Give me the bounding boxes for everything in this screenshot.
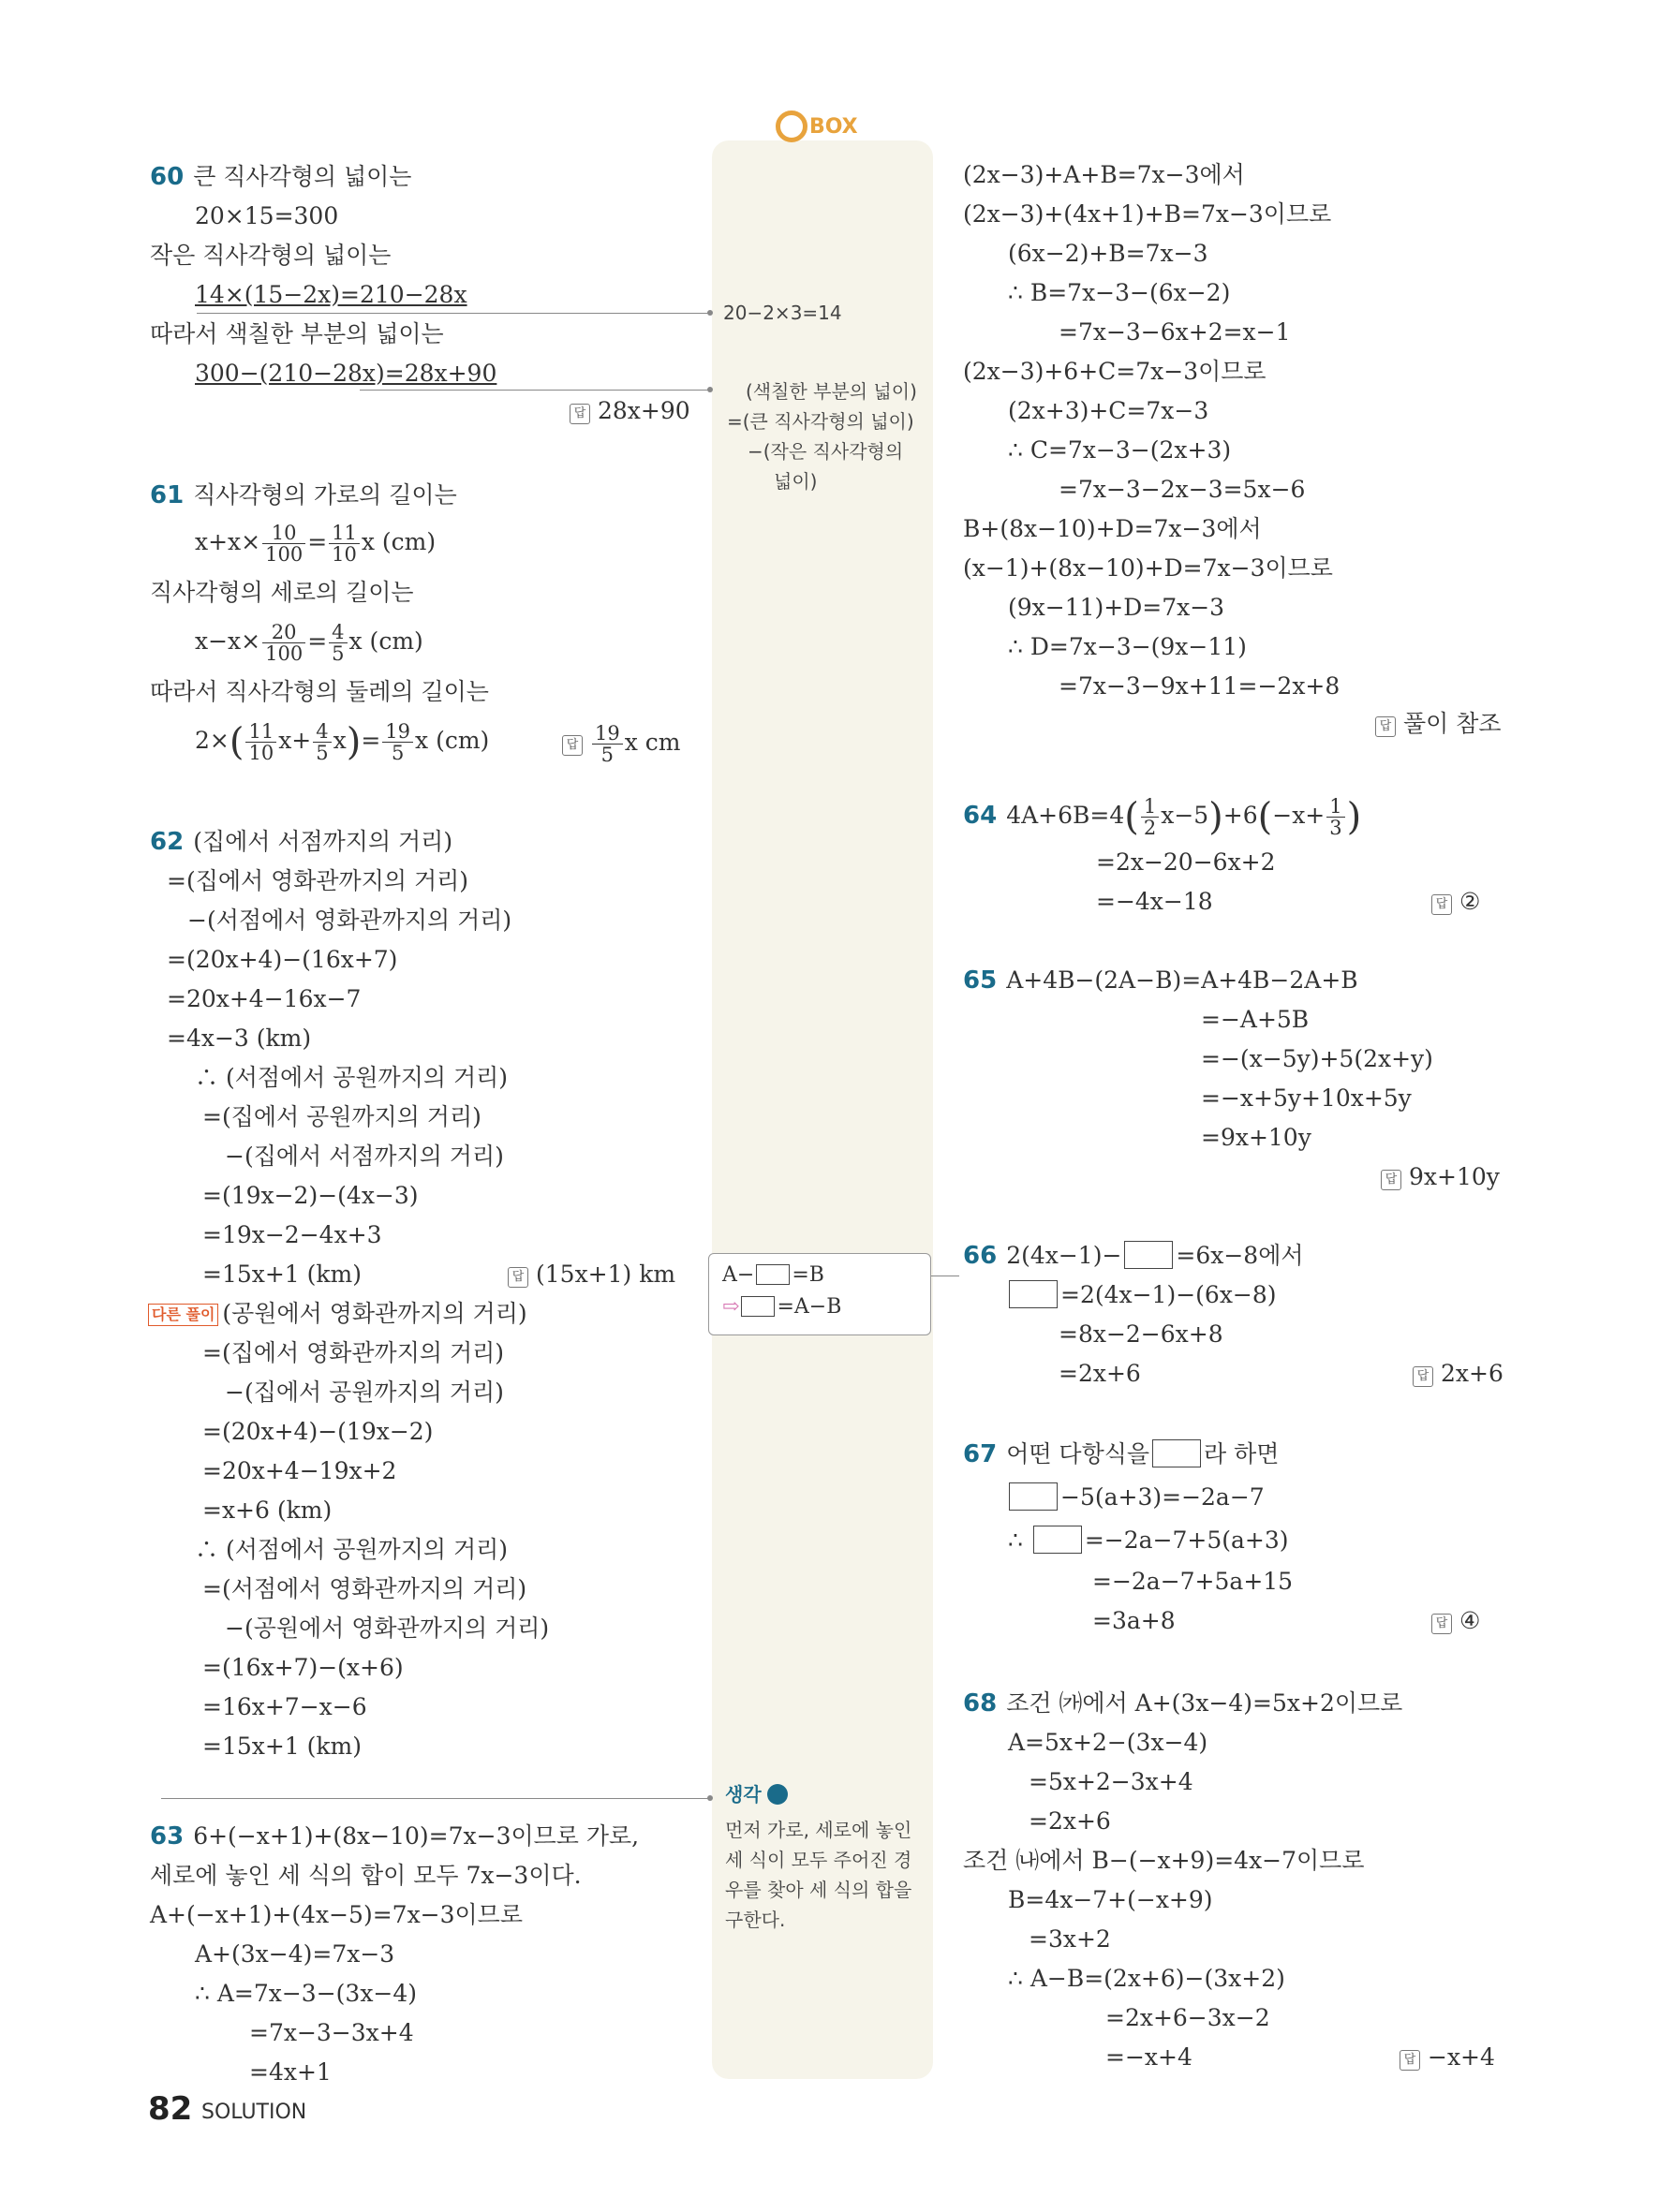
leader-dot [707, 310, 713, 316]
text-line: =7x−3−9x+11=−2x+8 [1059, 672, 1341, 700]
answer-60: 답 28x+90 [570, 395, 690, 427]
text-line: ∴ A=7x−3−(3x−4) [195, 1980, 418, 2007]
text-line: −(집에서 서점까지의 거리) [225, 1143, 504, 1170]
blank-box [1009, 1280, 1058, 1308]
text-line: =(서점에서 영화관까지의 거리) [202, 1575, 527, 1602]
alt-solution-tag: 다른 풀이 [148, 1304, 218, 1326]
text-line: =2x−20−6x+2 [1096, 848, 1276, 876]
text-line: =15x+1 (km) [202, 1733, 363, 1760]
text-line: (6x−2)+B=7x−3 [1008, 240, 1208, 267]
think-note: 구한다. [725, 1909, 786, 1931]
text-line: =4x−3 (km) [167, 1025, 312, 1052]
text-line: −(집에서 공원까지의 거리) [225, 1379, 504, 1406]
answer-65: 답 9x+10y [1381, 1161, 1500, 1193]
problem-number: 66 [963, 1242, 998, 1270]
text-line: =−2a−7+5a+15 [1092, 1568, 1294, 1595]
text-line: =2x+6−3x−2 [1105, 2004, 1270, 2031]
text-line: x+x× $\frac{10}{100}$ = $\frac{11}{10}$ x (cm) [195, 522, 437, 566]
answer-68: 답 −x+4 [1400, 2042, 1495, 2073]
text-line: 따라서 직사각형의 둘레의 길이는 [150, 678, 489, 705]
text-line: 조건 ㈏에서 B−(−x+9)=4x−7이므로 [963, 1847, 1365, 1874]
text-line: −5(a+3)=−2a−7 [1006, 1482, 1265, 1513]
text-line: 따라서 색칠한 부분의 넓이는 [150, 320, 444, 347]
blank-box [1152, 1439, 1201, 1467]
text-line: 세로에 놓인 세 식의 합이 모두 7x−3이다. [150, 1862, 582, 1889]
text-line: =19x−2−4x+3 [202, 1221, 382, 1248]
text-line: 20×15=300 [195, 202, 339, 229]
text-line: x−x× $\frac{20}{100}$ = $\frac{4}{5}$ x (cm) [195, 621, 423, 665]
problem-number: 67 [963, 1440, 998, 1468]
answer-icon: 답 [1431, 1614, 1452, 1634]
text-line: =(20x+4)−(19x−2) [202, 1418, 434, 1445]
text-line: =5x+2−3x+4 [1029, 1768, 1193, 1795]
note-60b: =(큰 직사각형의 넓이) [727, 410, 914, 433]
qbox-label: BOX [809, 114, 858, 139]
blank-box [1033, 1526, 1082, 1554]
leader-line [197, 313, 710, 314]
problem-number: 61 [150, 481, 185, 509]
text-line: (2x−3)+A+B=7x−3에서 [963, 161, 1245, 188]
text-line: =2(4x−1)−(6x−8) [1006, 1279, 1277, 1311]
think-header: 생각 [725, 1779, 788, 1809]
problem-number: 68 [963, 1689, 998, 1718]
text-line: A+4B−(2A−B)=A+4B−2A+B [1006, 966, 1358, 994]
text-line: (x−1)+(8x−10)+D=7x−3이므로 [963, 554, 1333, 582]
text-line: A=5x+2−(3x−4) [1008, 1729, 1208, 1756]
leader-line [161, 1798, 710, 1799]
think-note: 우를 찾아 세 식의 합을 [725, 1879, 912, 1901]
think-note: 먼저 가로, 세로에 놓인 [725, 1819, 912, 1841]
text-line: 조건 ㈎에서 A+(3x−4)=5x+2이므로 [1006, 1689, 1403, 1717]
qbox-logo [776, 111, 858, 142]
text-line: =−x+5y+10x+5y [1201, 1084, 1412, 1112]
text-line: A+(3x−4)=7x−3 [195, 1940, 395, 1968]
text-line: =(19x−2)−(4x−3) [202, 1182, 419, 1209]
formula-box: A− =B ⇨ =A−B [708, 1253, 931, 1335]
text-line: =15x+1 (km) [202, 1261, 363, 1288]
text-line: =20x+4−19x+2 [202, 1457, 397, 1484]
think-note: 세 식이 모두 주어진 경 [725, 1849, 912, 1871]
text-line: −(서점에서 영화관까지의 거리) [187, 907, 512, 934]
leader-dot [707, 387, 713, 392]
problem-number: 60 [150, 163, 185, 191]
text-line: ∴ =−2a−7+5(a+3) [1008, 1526, 1289, 1554]
leader-line [360, 390, 710, 391]
text-line: 64 4A+6B=4( $\frac{1}{2}$ x−5)+6(−x+ $\frac{1}{3}$ ) [963, 795, 1362, 839]
answer-icon: 답 [570, 404, 590, 424]
text-line: =4x+1 [249, 2058, 332, 2086]
text-line: =(16x+7)−(x+6) [202, 1654, 404, 1681]
text-line: =−4x−18 [1096, 888, 1213, 915]
blank-box [1009, 1482, 1058, 1511]
text-line: =x+6 (km) [202, 1497, 333, 1524]
note-60b: −(작은 직사각형의 [748, 440, 904, 463]
text-line: =(20x+4)−(16x+7) [167, 946, 398, 973]
text-line: =7x−3−6x+2=x−1 [1059, 318, 1291, 346]
text-line: 6+(−x+1)+(8x−10)=7x−3이므로 가로, [193, 1822, 640, 1850]
text-line: =−A+5B [1201, 1006, 1310, 1033]
text-line: =3x+2 [1029, 1925, 1111, 1953]
text-line: =7x−3−2x−3=5x−6 [1059, 476, 1306, 503]
text-line: 67 어떤 다항식을 라 하면 [963, 1440, 1280, 1468]
text-line: 2×( $\frac{11}{10}$ x+ $\frac{4}{5}$ x)= $\frac{19}{5}$ x (cm) [195, 720, 490, 764]
answer-67: 답 ④ [1431, 1605, 1480, 1637]
note-60a: 20−2×3=14 [723, 302, 842, 324]
text-line: =(집에서 영화관까지의 거리) [202, 1339, 504, 1366]
text-line: (2x+3)+C=7x−3 [1008, 397, 1209, 424]
page-label: SOLUTION [201, 2101, 307, 2124]
text-line: ∴ D=7x−3−(9x−11) [1008, 633, 1247, 660]
note-60b: (색칠한 부분의 넓이) [746, 380, 917, 403]
note-60b: 넓이) [774, 470, 818, 493]
answer-icon: 답 [1381, 1170, 1401, 1190]
text-line: =8x−2−6x+8 [1059, 1320, 1223, 1348]
text-line: 큰 직사각형의 넓이는 [193, 163, 412, 190]
text-line: (2x−3)+(4x+1)+B=7x−3이므로 [963, 200, 1332, 228]
text-line: =−(x−5y)+5(2x+y) [1201, 1045, 1433, 1072]
text-line: 300−(210−28x)=28x+90 [195, 360, 497, 387]
text-line: =9x+10y [1201, 1124, 1311, 1151]
problem-number: 63 [150, 1822, 185, 1851]
page-number: 82 [148, 2090, 193, 2128]
answer-icon: 답 [1400, 2050, 1420, 2071]
text-line: =(집에서 공원까지의 거리) [202, 1103, 481, 1130]
text-line: 작은 직사각형의 넓이는 [150, 242, 392, 269]
text-line: =−x+4 [1105, 2043, 1192, 2071]
text-line: =(집에서 영화관까지의 거리) [167, 867, 468, 894]
problem-number: 65 [963, 966, 998, 995]
text-line: A+(−x+1)+(4x−5)=7x−3이므로 [150, 1901, 523, 1928]
text-line: ∴ B=7x−3−(6x−2) [1008, 279, 1231, 306]
answer-63: 답 풀이 참조 [1375, 708, 1502, 740]
leader-dot [707, 1795, 713, 1801]
blank-box [1124, 1241, 1173, 1269]
answer-62: 답 (15x+1) km [508, 1259, 675, 1290]
answer-icon: 답 [562, 735, 583, 756]
text-line: (집에서 서점까지의 거리) [193, 828, 453, 855]
text-line: 14×(15−2x)=210−28x [195, 281, 467, 308]
text-line: (2x−3)+6+C=7x−3이므로 [963, 358, 1266, 385]
text-line: =3a+8 [1092, 1607, 1176, 1634]
text-line: B+(8x−10)+D=7x−3에서 [963, 515, 1262, 542]
answer-icon: 답 [1375, 716, 1396, 737]
answer-icon: 답 [1413, 1366, 1433, 1387]
text-line: (공원에서 영화관까지의 거리) [222, 1300, 527, 1327]
q-logo-icon [776, 111, 807, 142]
answer-icon: 답 [508, 1267, 528, 1288]
text-line: 66 2(4x−1)− =6x−8에서 [963, 1242, 1304, 1270]
text-line: 직사각형의 가로의 길이는 [193, 481, 457, 509]
text-line: (9x−11)+D=7x−3 [1008, 594, 1225, 621]
text-line: =2x+6 [1059, 1360, 1141, 1387]
text-line: 직사각형의 세로의 길이는 [150, 579, 414, 606]
problem-number: 62 [150, 828, 185, 856]
text-line: =16x+7−x−6 [202, 1693, 367, 1720]
problem-number: 64 [963, 802, 998, 830]
text-line: B=4x−7+(−x+9) [1008, 1886, 1213, 1913]
text-line: =2x+6 [1029, 1807, 1111, 1835]
lightbulb-icon [767, 1784, 788, 1805]
text-line: ∴ (서점에서 공원까지의 거리) [195, 1064, 508, 1091]
text-line: −(공원에서 영화관까지의 거리) [225, 1615, 550, 1642]
text-line: ∴ A−B=(2x+6)−(3x+2) [1008, 1965, 1285, 1992]
answer-66: 답 2x+6 [1413, 1358, 1503, 1390]
blank-box [756, 1264, 790, 1285]
answer-icon: 답 [1431, 894, 1452, 915]
text-line: ∴ (서점에서 공원까지의 거리) [195, 1536, 508, 1563]
answer-61: 답 $\frac{19}{5}$ x cm [562, 723, 681, 765]
text-line: =20x+4−16x−7 [167, 985, 362, 1012]
blank-box [741, 1296, 775, 1317]
text-line: =7x−3−3x+4 [249, 2019, 414, 2046]
text-line: ∴ C=7x−3−(2x+3) [1008, 436, 1232, 464]
answer-64: 답 ② [1431, 886, 1480, 918]
